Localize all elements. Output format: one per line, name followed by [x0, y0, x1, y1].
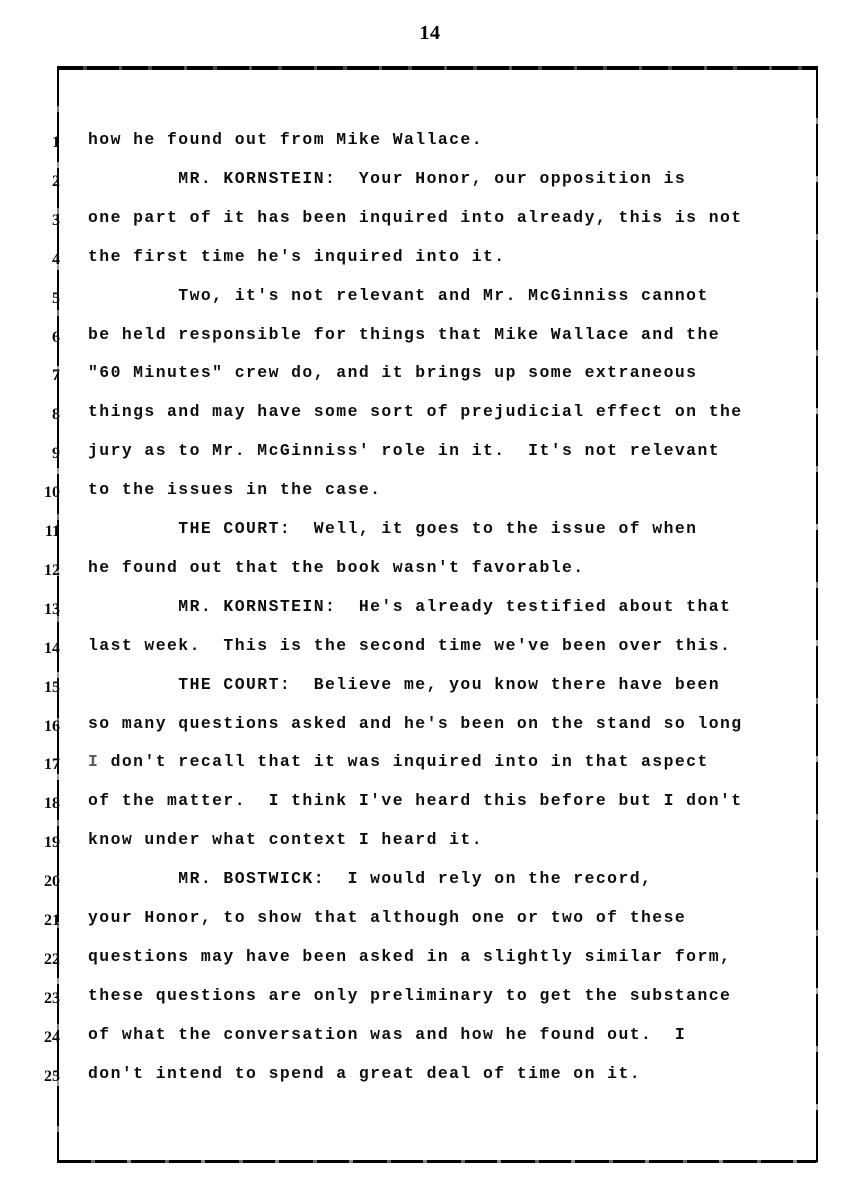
- line-number: 22: [44, 950, 60, 968]
- line-text: "60 Minutes" crew do, and it brings up some extraneous: [88, 363, 698, 383]
- line-text: know under what context I heard it.: [88, 830, 484, 850]
- transcript-line: [0, 165, 860, 204]
- transcript-line: [0, 982, 860, 1021]
- line-number: 24: [44, 1028, 60, 1046]
- transcript-line: [0, 554, 860, 593]
- transcript-line: [0, 243, 860, 282]
- transcript-line: [0, 437, 860, 476]
- line-text: to the issues in the case.: [88, 480, 382, 500]
- transcript-line: [0, 1021, 860, 1060]
- line-number: 15: [44, 678, 60, 696]
- line-text: of what the conversation was and how he found out. I: [88, 1024, 687, 1044]
- line-number: 10: [44, 484, 60, 502]
- transcript-line: [0, 904, 860, 943]
- transcript-line: [0, 515, 860, 554]
- transcript-line: [0, 710, 860, 749]
- transcript-line: [0, 671, 860, 710]
- line-text: MR. KORNSTEIN: He's already testified about that: [88, 596, 732, 616]
- line-text: MR. KORNSTEIN: Your Honor, our opposition is: [88, 168, 687, 188]
- frame-bottom-edge: [57, 1160, 818, 1163]
- transcript-line: [0, 282, 860, 321]
- line-number: 9: [52, 445, 60, 463]
- line-text: THE COURT: Well, it goes to the issue of when: [88, 519, 698, 538]
- line-text: be held responsible for things that Mike Wallace and the: [88, 324, 721, 344]
- line-text: jury as to Mr. McGinniss' role in it. It's not relevant: [88, 441, 721, 461]
- line-number: 14: [44, 639, 60, 657]
- line-number: 5: [52, 289, 60, 307]
- line-number: 2: [52, 172, 60, 190]
- line-number: 12: [44, 561, 60, 579]
- line-text: the first time he's inquired into it.: [88, 246, 506, 266]
- line-number: 19: [44, 834, 60, 852]
- transcript-line: [0, 476, 860, 515]
- line-number: 20: [44, 873, 60, 891]
- line-text: questions may have been asked in a slightly similar form,: [88, 946, 732, 966]
- line-number: 4: [52, 250, 60, 268]
- line-number: 11: [44, 523, 60, 540]
- faded-glyph: I: [88, 752, 100, 772]
- line-text: he found out that the book wasn't favorable.: [88, 557, 585, 577]
- line-number: 8: [52, 406, 60, 424]
- line-text: of the matter. I think I've heard this before but I don't: [88, 791, 743, 811]
- line-text: one part of it has been inquired into already, this is not: [88, 207, 743, 227]
- line-number: 16: [44, 717, 60, 735]
- frame-top-edge: [57, 66, 818, 70]
- line-number: 7: [52, 367, 60, 385]
- line-text: I don't recall that it was inquired into in that aspect: [88, 752, 709, 772]
- line-text: so many questions asked and he's been on the stand so long: [88, 713, 743, 733]
- line-number: 18: [44, 795, 60, 813]
- line-text: how he found out from Mike Wallace.: [88, 130, 484, 149]
- transcript-line: [0, 398, 860, 437]
- transcript-line: [0, 943, 860, 982]
- line-number: 21: [44, 912, 60, 929]
- line-number: 6: [52, 328, 60, 346]
- line-text: your Honor, to show that although one or two of these: [88, 908, 687, 927]
- transcript-line: [0, 126, 860, 165]
- line-number: 17: [44, 756, 60, 774]
- transcript-line: [0, 593, 860, 632]
- transcript-line: [0, 359, 860, 398]
- line-text: last week. This is the second time we've been over this.: [88, 635, 732, 655]
- line-number: 13: [44, 600, 60, 618]
- transcript-line: [0, 632, 860, 671]
- line-text: don't intend to spend a great deal of time on it.: [88, 1063, 642, 1083]
- line-text: THE COURT: Believe me, you know there have been: [88, 674, 721, 694]
- line-number: 23: [44, 989, 60, 1007]
- page-number: 14: [419, 22, 441, 44]
- line-text: things and may have some sort of prejudicial effect on the: [88, 402, 743, 422]
- line-text: these questions are only preliminary to get the substance: [88, 985, 732, 1005]
- transcript-line: [0, 1060, 860, 1099]
- line-number: 25: [44, 1067, 60, 1085]
- transcript-line: [0, 204, 860, 243]
- transcript-line: [0, 865, 860, 904]
- transcript-line: [0, 748, 860, 787]
- transcript-line: [0, 321, 860, 360]
- line-number: 1: [52, 134, 60, 151]
- line-number: 3: [52, 211, 60, 229]
- transcript-line: [0, 826, 860, 865]
- line-text: MR. BOSTWICK: I would rely on the record,: [88, 869, 653, 889]
- transcript-line: [0, 787, 860, 826]
- line-text: Two, it's not relevant and Mr. McGinniss cannot: [88, 285, 709, 305]
